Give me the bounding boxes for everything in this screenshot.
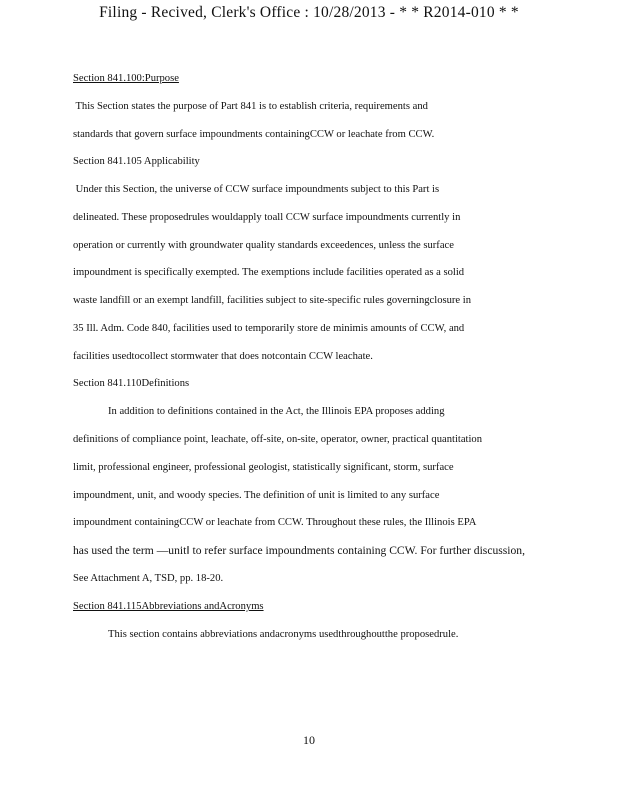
body-line: has used the term ―unit‖ to refer surface impoundments containing CCW. For further discussion, (73, 544, 525, 557)
body-line: Under this Section, the universe of CCW surface impoundments subject to this Part is (73, 184, 440, 195)
body-line: impoundment containingCCW or leachate from CCW. Throughout these rules, the Illinois EPA (73, 517, 477, 528)
body-line: delineated. These proposedrules wouldapply toall CCW surface impoundments currently in (73, 212, 461, 223)
body-line: standards that govern surface impoundments containingCCW or leachate from CCW. (73, 129, 435, 140)
body-line: In addition to definitions contained in the Act, the Illinois EPA proposes adding (108, 406, 445, 417)
body-line: impoundment is specifically exempted. The exemptions include facilities operated as a solid (73, 267, 465, 278)
body-line: operation or currently with groundwater quality standards exceedences, unless the surface (73, 240, 454, 251)
filing-stamp-header: Filing - Recived, Clerk's Office : 10/28/2013 - * * R2014-010 * * (99, 4, 519, 21)
section-841-100-heading: Section 841.100:Purpose (73, 73, 179, 84)
body-line: facilities usedtocollect stormwater that does notcontain CCW leachate. (73, 351, 373, 362)
page-number: 10 (303, 733, 315, 747)
body-line: definitions of compliance point, leachate, off-site, on-site, operator, owner, practical quantitation (73, 434, 483, 445)
section-841-105-heading: Section 841.105 Applicability (73, 156, 200, 167)
body-line: impoundment, unit, and woody species. The definition of unit is limited to any surface (73, 490, 440, 501)
body-line: limit, professional engineer, professional geologist, statistically significant, storm, surface (73, 462, 454, 473)
section-841-110-heading: Section 841.110Definitions (73, 378, 190, 389)
body-line: waste landfill or an exempt landfill, facilities subject to site-specific rules governingclosure in (73, 295, 472, 306)
section-841-115-heading: Section 841.115Abbreviations andAcronyms (73, 601, 264, 612)
body-line: This Section states the purpose of Part 841 is to establish criteria, requirements and (73, 101, 428, 112)
body-line: See Attachment A, TSD, pp. 18-20. (73, 573, 224, 584)
body-line: 35 Ill. Adm. Code 840, facilities used to temporarily store de minimis amounts of CCW, and (73, 323, 465, 334)
body-line: This section contains abbreviations andacronyms usedthroughoutthe proposedrule. (108, 629, 459, 640)
